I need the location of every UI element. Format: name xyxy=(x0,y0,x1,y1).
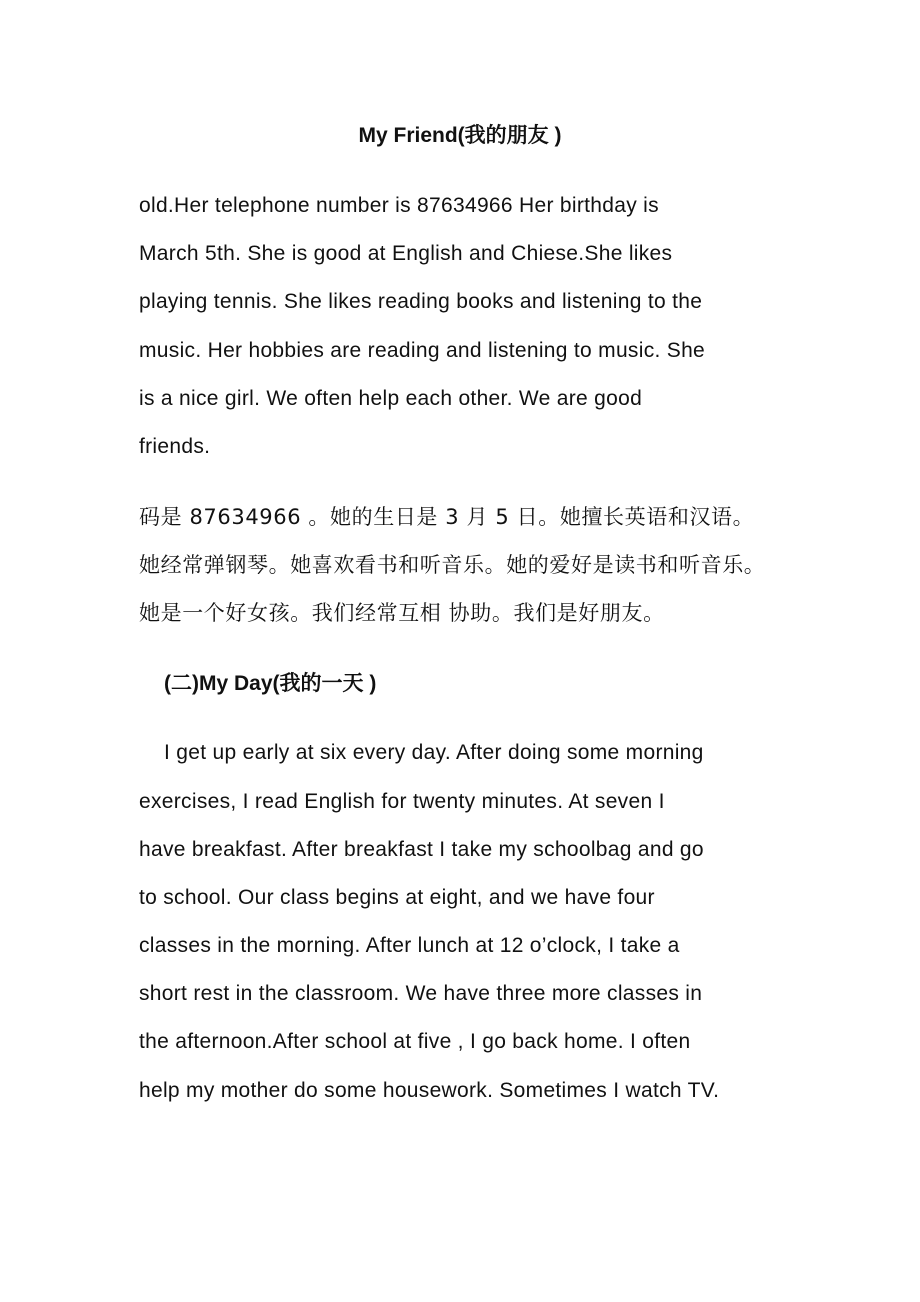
friend-en-line: is a nice girl. We often help each other. We are good xyxy=(139,387,643,410)
friend-en-line: March 5th. She is good at English and Chiese.She likes xyxy=(139,242,673,265)
day-en-line: classes in the morning. After lunch at 12 o’clock, I take a xyxy=(139,934,680,957)
friend-en-line: music. Her hobbies are reading and listening to music. She xyxy=(139,339,706,362)
day-en-line: to school. Our class begins at eight, and we have four xyxy=(139,886,655,909)
day-en-line: I get up early at six every day. After doing some morning xyxy=(164,741,704,764)
friend-cn-line: 她经常弹钢琴。她喜欢看书和听音乐。她的爱好是读书和听音乐。 xyxy=(139,553,766,577)
day-en-line: the afternoon.After school at five , I go back home. I often xyxy=(139,1030,691,1053)
friend-en-line: old.Her telephone number is 87634966 Her birthday is xyxy=(139,194,659,217)
page-title: My Friend(我的朋友 ) xyxy=(358,124,562,147)
friend-cn-line: 码是 87634966 。她的生日是 3 月 5 日。她擅长英语和汉语。 xyxy=(139,505,755,529)
friend-en-line: friends. xyxy=(139,435,211,458)
day-en-line: have breakfast. After breakfast I take my schoolbag and go xyxy=(139,838,704,861)
friend-en-line: playing tennis. She likes reading books and listening to the xyxy=(139,290,703,313)
friend-cn-line: 她是一个好女孩。我们经常互相 协助。我们是好朋友。 xyxy=(139,601,665,625)
day-en-line: exercises, I read English for twenty minutes. At seven I xyxy=(139,790,665,813)
day-en-line: help my mother do some housework. Sometimes I watch TV. xyxy=(139,1079,720,1102)
day-en-line: short rest in the classroom. We have three more classes in xyxy=(139,982,703,1005)
section-title-my-day: (二)My Day(我的一天 ) xyxy=(164,672,377,695)
